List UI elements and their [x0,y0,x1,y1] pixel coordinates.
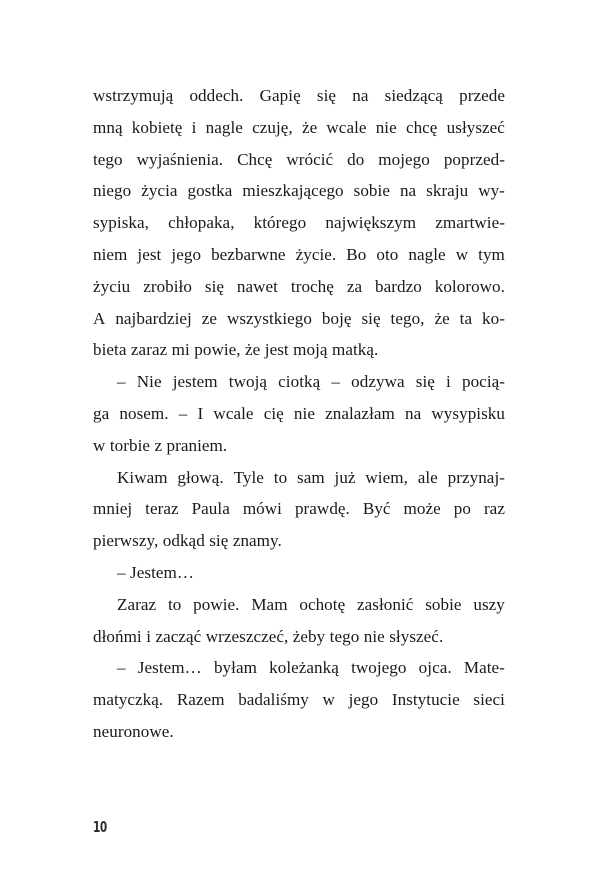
text-line: tego wyjaśnienia. Chcę wrócić do mojego poprzed- [93,149,505,169]
text-line: bieta zaraz mi powie, że jest moją matką. [93,340,379,360]
text-line: ga nosem. – I wcale cię nie znalazłam na wysypisku [93,403,505,423]
paragraph [93,86,505,372]
text-line: – Jestem… [117,562,195,582]
text-line: niem jest jego bezbarwne życie. Bo oto nagle w tym [93,244,505,264]
text-line: sypiska, chłopaka, którego największym zmartwie- [93,213,505,233]
paragraph [93,595,505,659]
text-line: – Nie jestem twoją ciotką – odzywa się i pocią- [117,372,505,392]
page-number: 10 [93,818,107,836]
text-line: życiu zrobiło się nawet trochę za bardzo kolorowo. [93,276,505,296]
text-line: w torbie z praniem. [93,435,228,455]
text-line: mniej teraz Paula mówi prawdę. Być może po raz [93,499,505,519]
text-line: dłońmi i zacząć wrzeszczeć, żeby tego nie słyszeć. [93,626,444,646]
text-line: A najbardziej ze wszystkiego boję się tego, że ta ko- [93,308,505,328]
text-line: mną kobietę i nagle czuję, że wcale nie chcę usłyszeć [93,117,505,137]
text-line: niego życia gostka mieszkającego sobie na skraju wy- [93,181,505,201]
text-line: pierwszy, odkąd się znamy. [93,531,282,551]
text-line: – Jestem… byłam koleżanką twojego ojca. Mate- [117,658,505,678]
text-line: matyczką. Razem badaliśmy w jego Instytucie sieci [93,690,505,710]
text-line: wstrzymują oddech. Gapię się na siedzącą przede [93,86,505,105]
text-line: neuronowe. [93,721,174,741]
page-text-block [93,86,505,754]
paragraph [93,563,505,595]
paragraph [93,468,505,563]
text-line: Kiwam głową. Tyle to sam już wiem, ale przynaj- [117,467,505,487]
text-line: Zaraz to powie. Mam ochotę zasłonić sobie uszy [117,594,505,614]
paragraph [93,658,505,753]
paragraph [93,372,505,467]
